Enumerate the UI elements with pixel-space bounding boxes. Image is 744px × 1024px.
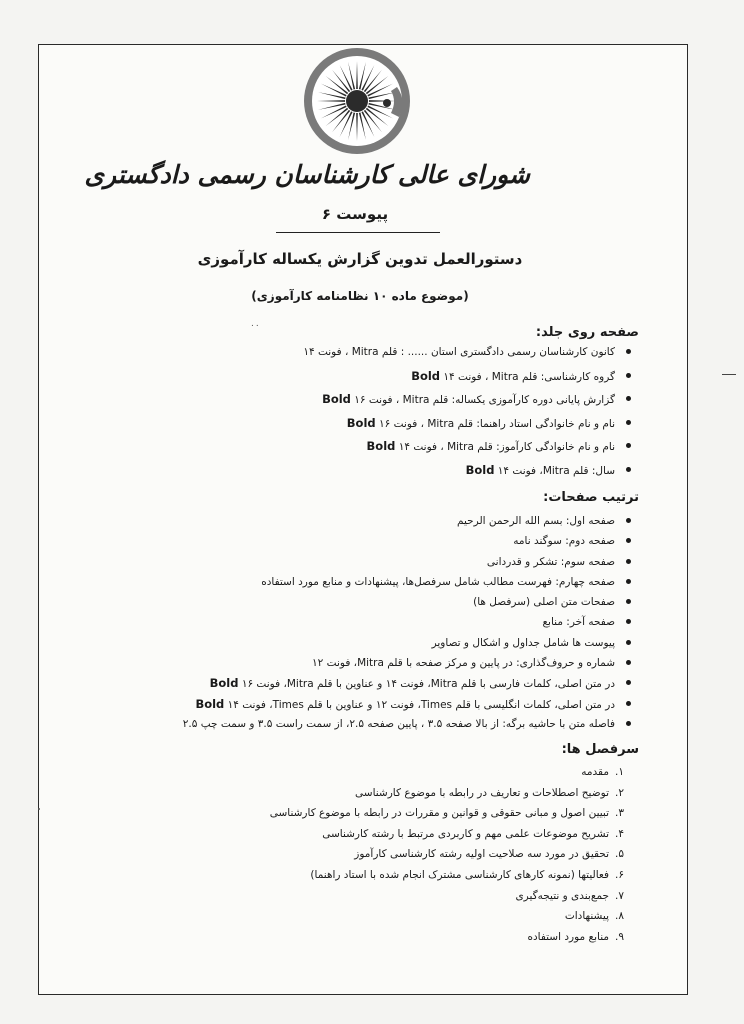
item-text: صفحه آخر: منابع: [542, 616, 615, 629]
bullet-icon: [626, 538, 631, 543]
item-note: Bold: [411, 368, 441, 383]
attachment-label: پیوست ۶: [321, 205, 389, 223]
item-number: ۸.: [615, 910, 624, 923]
organization-name: شورای عالی کارشناسان رسمی دادگستری: [84, 160, 530, 189]
list-item: [183, 511, 631, 531]
bullet-icon: [626, 660, 631, 665]
scan-speck: [38, 808, 40, 810]
cover-page-list: [303, 342, 631, 483]
item-text: صفحات متن اصلی (سرفصل ها): [473, 596, 615, 609]
list-item: [270, 906, 631, 927]
list-item: [303, 413, 631, 437]
item-text: پیوست ها شامل جداول و اشکال و تصاویر: [431, 636, 615, 649]
item-note: Bold: [366, 439, 396, 453]
list-item: [183, 694, 631, 714]
list-item: [270, 844, 631, 865]
list-item: [303, 436, 631, 460]
item-number: ۵.: [615, 848, 624, 861]
item-text: صفحه چهارم: فهرست مطالب شامل سرفصل‌ها، پیشنهادات و منابع مورد استفاده: [261, 575, 615, 588]
item-note: Bold: [465, 462, 495, 477]
bullet-icon: [626, 701, 631, 706]
list-item: [183, 531, 631, 551]
cover-page-heading: صفحه روی جلد:: [535, 325, 639, 340]
item-text: نام و نام خانوادگی استاد راهنما: قلم Mitra ، فونت ۱۶: [375, 417, 615, 430]
bullet-icon: [626, 396, 631, 401]
bullet-icon: [626, 518, 631, 523]
item-note: Bold: [195, 696, 225, 711]
page-order-list: [183, 511, 631, 734]
list-item: [270, 886, 631, 907]
list-item: [183, 714, 631, 734]
title-divider: [276, 232, 440, 233]
item-text: کانون کارشناسان رسمی دادگستری استان ...... : قلم Mitra ، فونت ۱۴: [303, 346, 615, 358]
list-item: [303, 460, 631, 484]
item-note: Bold: [209, 676, 239, 691]
list-item: [183, 552, 631, 572]
list-item: [303, 389, 631, 413]
item-number: ۶.: [615, 868, 624, 881]
bullet-icon: [626, 619, 631, 624]
item-text: نام و نام خانوادگی کارآموز: قلم Mitra ، فونت ۱۴: [395, 441, 615, 453]
bullet-icon: [626, 721, 631, 726]
item-text: تشریح موضوعات علمی مهم و کاربردی مرتبط با رشته کارشناسی: [322, 827, 609, 840]
item-text: در متن اصلی، کلمات فارسی با قلم Mitra، فونت ۱۴ و عناوین با قلم Mitra، فونت ۱۶: [238, 678, 615, 691]
list-item: [183, 612, 631, 632]
stray-marks: ۰۰: [250, 321, 260, 331]
chapters-heading: سرفصل ها:: [561, 742, 639, 757]
list-item: [270, 927, 631, 948]
page-order-heading: ترتیب صفحات:: [543, 490, 639, 505]
item-text: جمع‌بندی و نتیجه‌گیری: [515, 889, 609, 902]
document-subtitle: (موضوع ماده ۱۰ نظامنامه کارآموزی): [251, 289, 469, 303]
item-note: Bold: [322, 392, 351, 406]
item-text: مقدمه: [581, 766, 609, 778]
item-text: تبیین اصول و مبانی حقوقی و قوانین و مقررات در رابطه با موضوع کارشناسی: [269, 807, 609, 820]
item-text: توضیح اصطلاحات و تعاریف در رابطه با موضوع کارشناسی: [355, 786, 609, 799]
item-text: صفحه دوم: سوگند نامه: [513, 535, 615, 548]
chapters-list: [270, 762, 631, 947]
item-text: در متن اصلی، کلمات انگلیسی با قلم Times، فونت ۱۲ و عناوین با قلم Times، فونت ۱۴: [224, 698, 615, 711]
list-item: [183, 653, 631, 673]
list-item: [303, 366, 631, 390]
list-item: [183, 592, 631, 612]
list-item: [270, 803, 631, 824]
list-item: [303, 342, 631, 366]
item-number: ۷.: [615, 889, 624, 902]
bullet-icon: [626, 680, 631, 685]
document-title: دستورالعمل تدوین گزارش یکساله کارآموزی: [197, 250, 523, 268]
item-text: پیشنهادات: [564, 910, 609, 923]
item-text: صفحه سوم: تشکر و قدردانی: [486, 555, 615, 568]
item-text: سال: قلم Mitra، فونت ۱۴: [494, 464, 615, 477]
item-number: ۱.: [615, 766, 624, 778]
item-text: فعالیتها (نمونه کارهای کارشناسی مشترک انجام شده با استاد راهنما): [310, 868, 609, 881]
item-number: ۹.: [615, 930, 624, 943]
list-item: [270, 865, 631, 886]
item-text: صفحه اول: بسم الله الرحمن الرحیم: [457, 515, 615, 527]
bullet-icon: [626, 420, 631, 425]
item-text: گروه کارشناسی: قلم Mitra ، فونت ۱۴: [440, 370, 615, 383]
item-text: تحقیق در مورد سه صلاحیت اولیه رشته کارشناسی کارآموز: [354, 848, 609, 861]
list-item: [270, 762, 631, 783]
bullet-icon: [626, 579, 631, 584]
item-number: ۳.: [615, 807, 624, 820]
item-note: Bold: [346, 415, 376, 430]
bullet-icon: [626, 443, 631, 448]
item-text: گزارش پایانی دوره کارآموزی یکساله: قلم Mitra ، فونت ۱۶: [350, 394, 615, 406]
list-item: [270, 824, 631, 845]
list-item: [270, 783, 631, 804]
item-number: ۴.: [615, 827, 624, 840]
bullet-icon: [626, 559, 631, 564]
list-item: [183, 673, 631, 693]
item-text: فاصله متن با حاشیه برگه: از بالا صفحه ۳.۵ ، پایین صفحه ۲.۵، از سمت راست ۳.۵ و سمت چپ ۲.۵: [182, 717, 615, 730]
list-item: [183, 633, 631, 653]
bullet-icon: [626, 640, 631, 645]
item-text: شماره و حروف‌گذاری: در پایین و مرکز صفحه با قلم Mitra، فونت ۱۲: [312, 657, 615, 670]
bullet-icon: [626, 467, 631, 472]
item-number: ۲.: [615, 786, 624, 799]
list-item: [183, 572, 631, 592]
sunburst-seal-icon: [303, 47, 411, 155]
scan-edge-mark: [722, 374, 736, 375]
bullet-icon: [626, 599, 631, 604]
bullet-icon: [626, 373, 631, 378]
bullet-icon: [626, 349, 631, 354]
item-text: منابع مورد استفاده: [527, 930, 609, 943]
